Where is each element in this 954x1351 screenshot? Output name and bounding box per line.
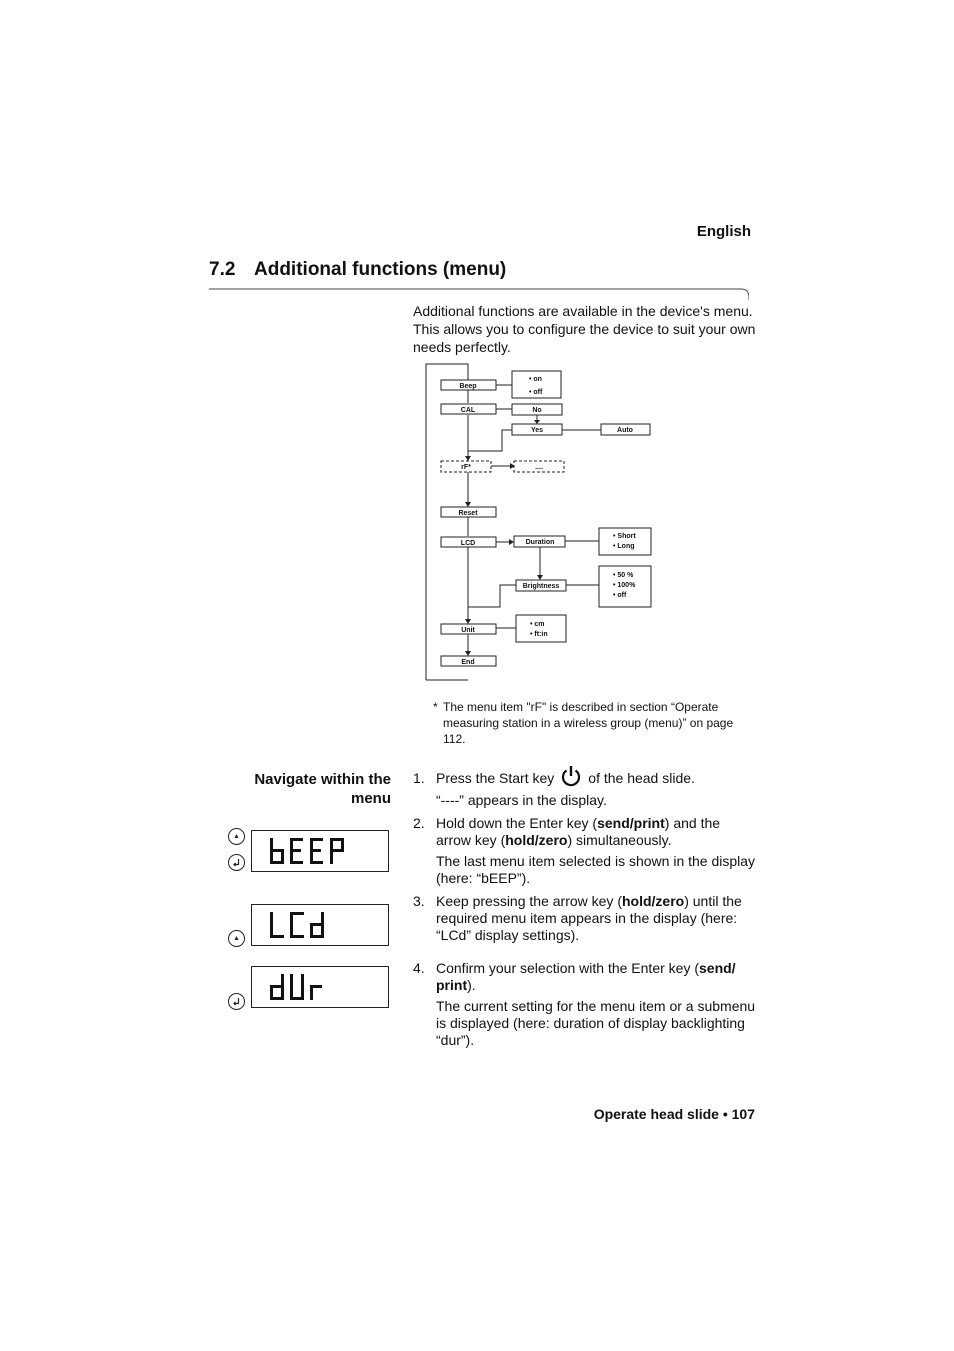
cal-no: No (532, 407, 542, 414)
lcd-segments (268, 837, 348, 865)
unit-option-cm: • cm (530, 621, 545, 628)
intro-paragraph: Additional functions are available in the device's menu. This allows you to configure the device to suit your own needs perfectly. (413, 303, 756, 355)
step-result: The last menu item selected is shown in the display (here: “bEEP”). (436, 853, 756, 887)
navigate-heading (209, 770, 391, 808)
enter-key-icon (228, 854, 245, 871)
language-label: English (696, 223, 751, 240)
beep-option-on: • on (529, 376, 542, 383)
navigate-heading-line1: Navigate within the (254, 771, 391, 788)
page-footer: Operate head slide • 107 (593, 1106, 755, 1122)
menu-item-unit: Unit (461, 627, 475, 634)
brightness-option-off: • off (613, 592, 627, 599)
step-number: 1. (413, 770, 425, 786)
lcd-display-beep (251, 830, 389, 872)
duration-option-short: • Short (613, 533, 636, 540)
cal-yes: Yes (530, 427, 544, 434)
arrow-key-icon (228, 930, 245, 947)
section-title (209, 259, 506, 281)
step-number: 4. (413, 960, 425, 977)
menu-item-end: End (461, 659, 475, 666)
step-2 (413, 815, 758, 887)
step-instruction: Hold down the Enter key (send/print) and the arrow key (hold/zero) simultaneously. (436, 815, 721, 849)
steps-list (413, 770, 758, 1055)
menu-item-rf: rF* (461, 464, 471, 471)
menu-item-reset: Reset (458, 510, 478, 517)
lcd-segments (268, 973, 348, 1001)
title-rule (209, 288, 749, 302)
lcd-duration: Duration (525, 539, 555, 546)
beep-option-off: • off (529, 389, 543, 396)
step-3 (413, 893, 758, 944)
step-1 (413, 770, 758, 809)
lcd-brightness: Brightness (522, 583, 560, 590)
step-number: 2. (413, 815, 425, 832)
navigate-heading-line2: menu (350, 790, 391, 807)
lcd-display-lcd (251, 904, 389, 946)
duration-option-long: • Long (613, 543, 635, 550)
menu-item-cal: CAL (460, 407, 476, 414)
step-instruction: Confirm your selection with the Enter key (send/ print). (436, 960, 736, 994)
cal-auto: Auto (617, 427, 633, 434)
enter-key-icon (228, 993, 245, 1010)
step-result: The current setting for the menu item or a submenu is displayed (here: duration of display backlighting “dur”). (436, 998, 756, 1049)
step-instruction: Keep pressing the arrow key (hold/zero) until the required menu item appears in the display (here: “LCd” display settings). (436, 893, 742, 944)
menu-item-lcd: LCD (460, 540, 476, 547)
step-4 (413, 960, 758, 1049)
section-title-text: Additional functions (menu) (254, 259, 507, 280)
menu-diagram (413, 360, 663, 690)
rf-submenu: .... (535, 464, 543, 471)
lcd-display-dur (251, 966, 389, 1008)
section-number: 7.2 (209, 259, 236, 280)
step-instruction: Press the Start key of the head slide. (436, 770, 758, 788)
step-result: “----” appears in the display. (436, 792, 607, 809)
unit-option-ftin: • ft:in (530, 631, 548, 638)
brightness-option-50: • 50 % (613, 572, 634, 579)
footnote-marker: * (433, 700, 438, 714)
arrow-key-icon (228, 828, 245, 845)
footnote-text: The menu item "rF" is described in section “Operate measuring station in a wireless group (menu)” on page 112. (443, 700, 734, 746)
footnote (433, 699, 753, 747)
menu-item-beep: Beep (459, 383, 477, 390)
step-number: 3. (413, 893, 425, 910)
lcd-segments (268, 911, 348, 939)
power-icon (560, 764, 582, 788)
brightness-option-100: • 100% (613, 582, 636, 589)
